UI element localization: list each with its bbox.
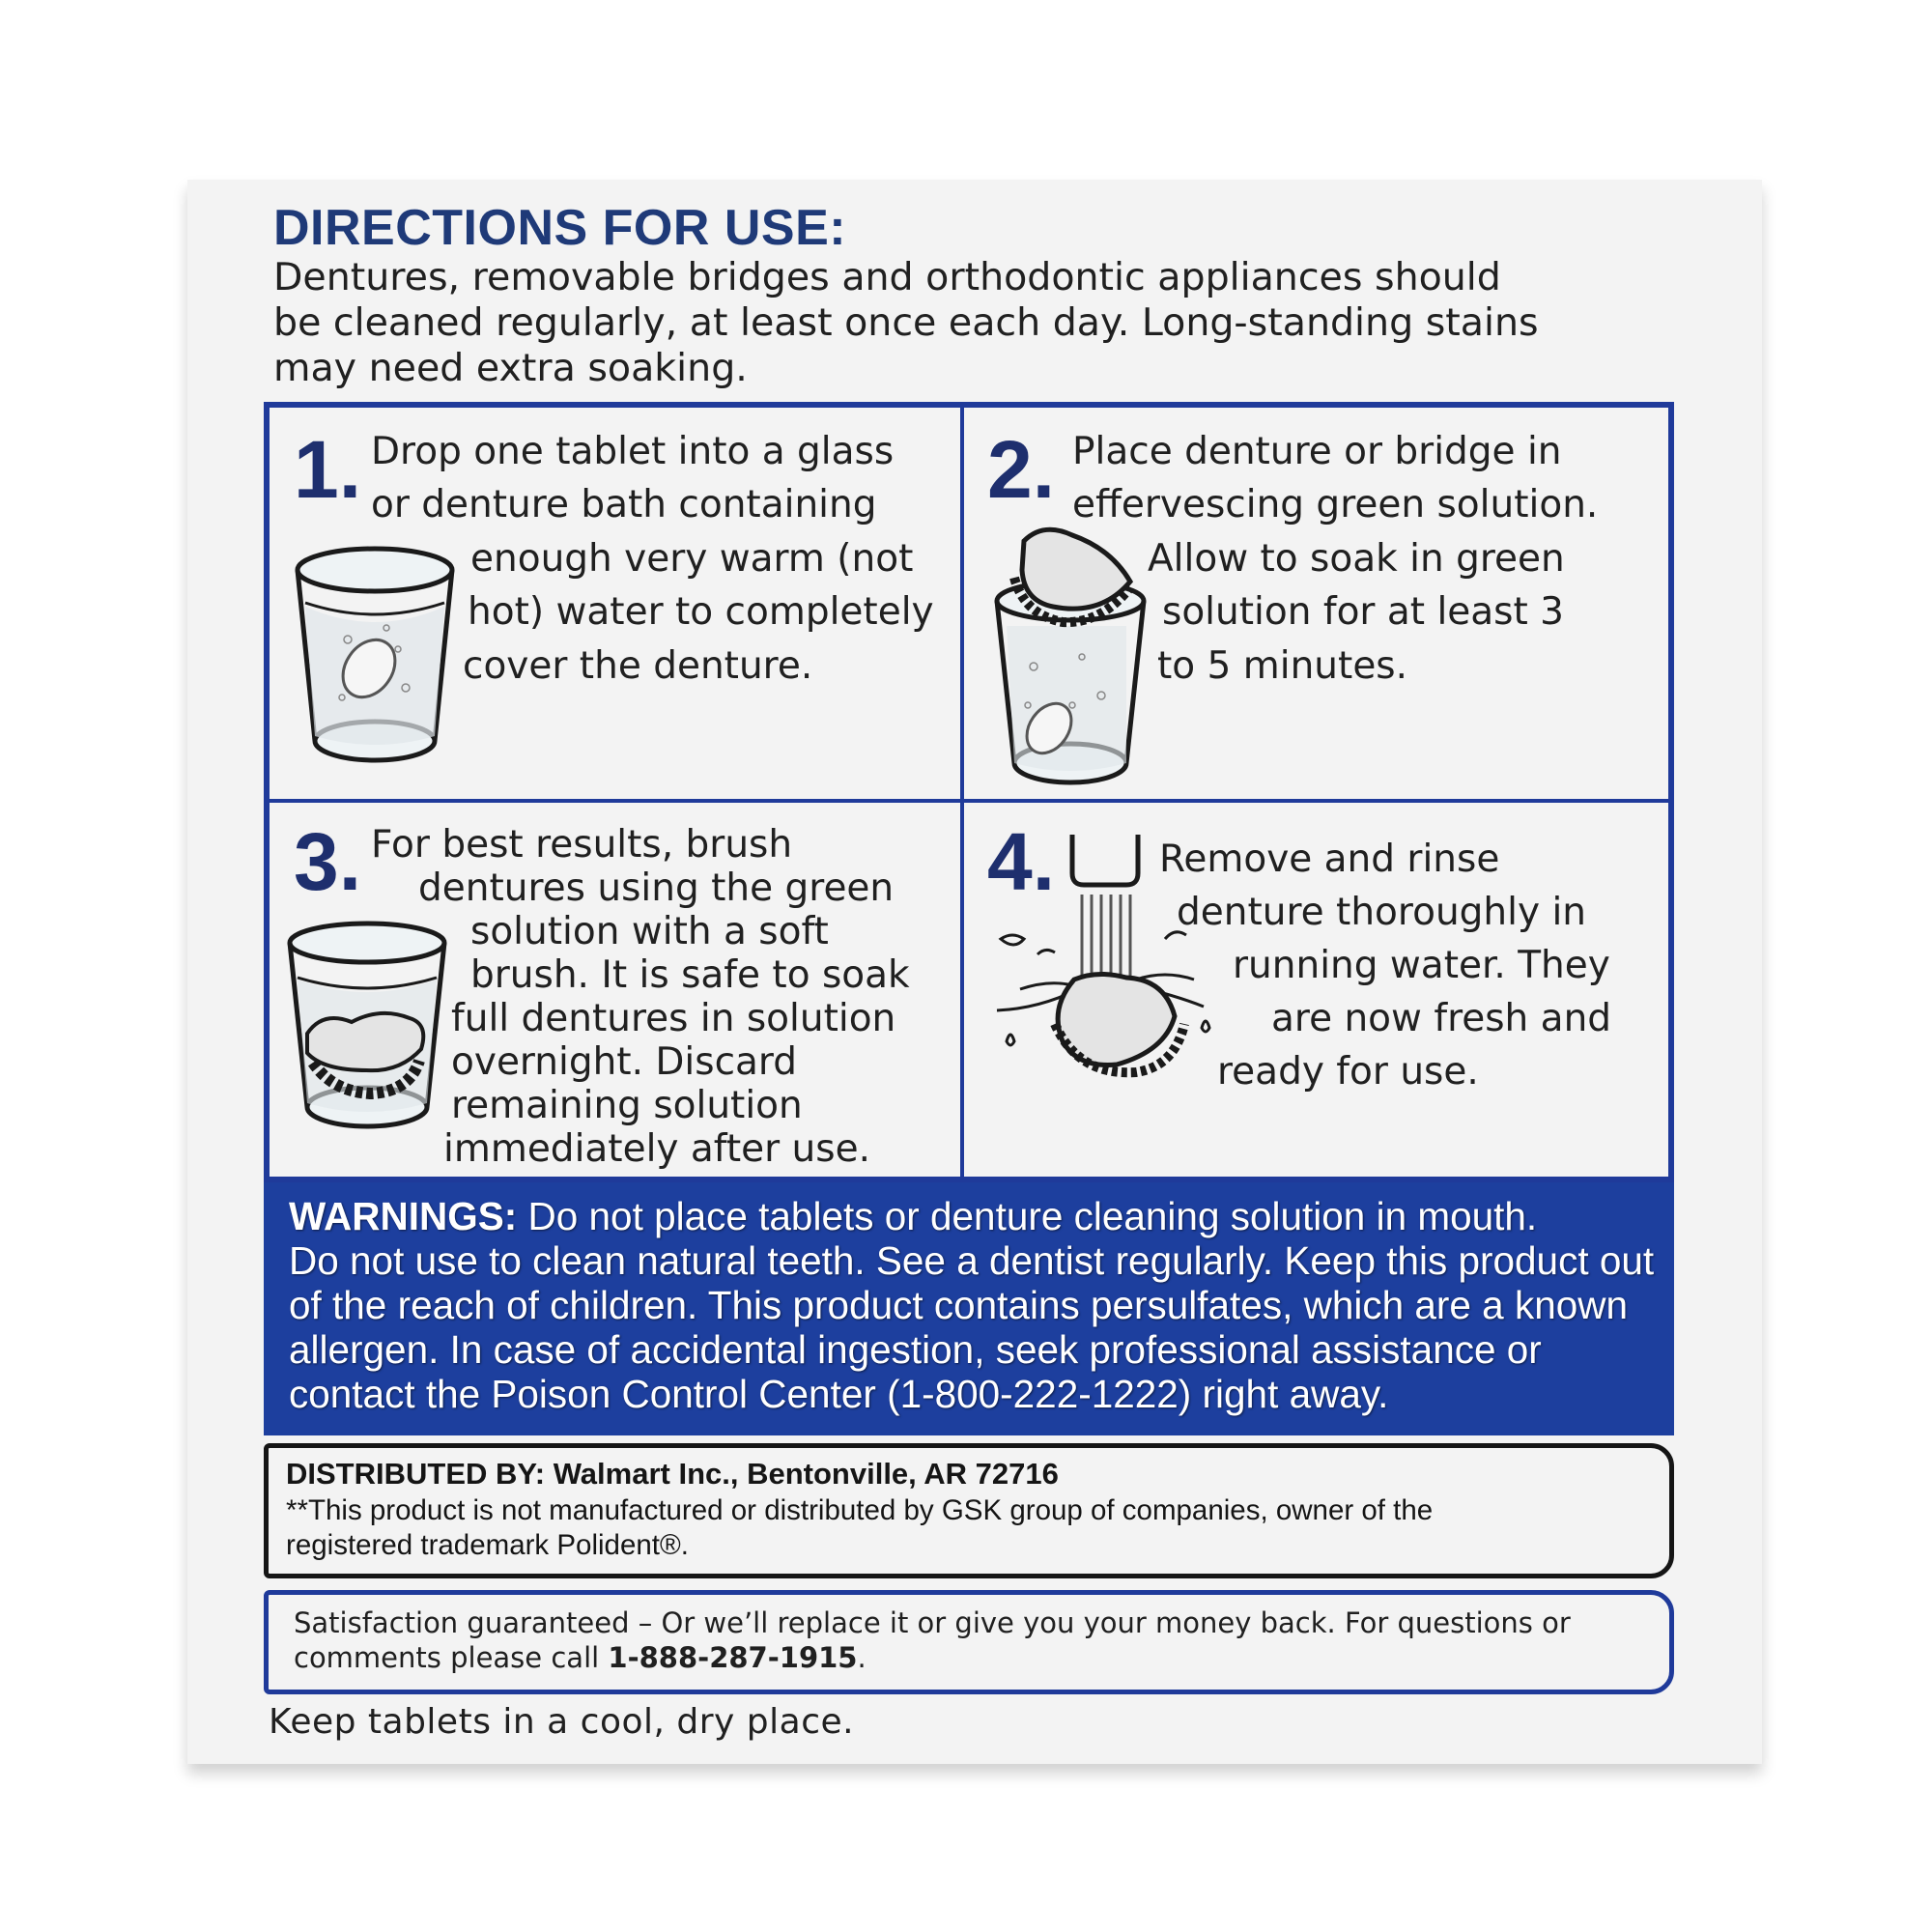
step-3-line: dentures using the green: [418, 867, 895, 910]
glass-with-tablet-icon: [290, 543, 460, 775]
warnings-label: WARNINGS:: [289, 1194, 518, 1238]
satisfaction-phone: 1-888-287-1915: [608, 1641, 858, 1674]
step-2-line: to 5 minutes.: [1157, 644, 1408, 688]
step-1-line: or denture bath containing: [371, 483, 877, 526]
step-3-number: 3.: [294, 816, 362, 907]
satisfaction-text: [294, 1605, 1656, 1675]
step-1-line: enough very warm (not: [470, 537, 914, 581]
step-1-line: Drop one tablet into a glass: [371, 430, 895, 473]
step-2-line: Allow to soak in green: [1148, 537, 1565, 581]
step-3-line: solution with a soft: [470, 910, 829, 953]
step-3-line: remaining solution: [451, 1084, 803, 1127]
denture-into-glass-icon: [985, 522, 1159, 792]
directions-intro: [273, 255, 1606, 391]
step-2-line: solution for at least 3: [1162, 590, 1564, 634]
warnings-line: Do not use to clean natural teeth. See a dentist regularly. Keep this product out: [289, 1238, 1655, 1283]
directions-heading: DIRECTIONS FOR USE:: [273, 200, 847, 256]
satisfaction-line: Satisfaction guaranteed – Or we’ll replace it or give you your money back. For questions or: [294, 1606, 1571, 1639]
warnings-text: [289, 1194, 1661, 1416]
warnings-line: allergen. In case of accidental ingestion, seek professional assistance or: [289, 1327, 1542, 1372]
step-1-line: hot) water to completely: [468, 590, 934, 634]
intro-line: be cleaned regularly, at least once each day. Long-standing stains: [273, 300, 1539, 345]
step-2-line: effervescing green solution.: [1072, 483, 1599, 526]
distributor-title: DISTRIBUTED BY: Walmart Inc., Bentonville, AR 72716: [286, 1457, 1059, 1491]
warnings-first-line: Do not place tablets or denture cleaning solution in mouth.: [517, 1194, 1538, 1238]
distributor-note: [286, 1493, 1658, 1563]
step-4-line: denture thoroughly in: [1177, 891, 1587, 934]
step-3-line: overnight. Discard: [451, 1040, 798, 1084]
warnings-line: contact the Poison Control Center (1-800-222-1222) right away.: [289, 1372, 1389, 1416]
satisfaction-line: [294, 1640, 1656, 1675]
grid-divider-vertical: [960, 408, 964, 1179]
step-3-line: For best results, brush: [371, 823, 793, 867]
step-4-number: 4.: [987, 816, 1056, 907]
distributor-note-line: registered trademark Polident®.: [286, 1529, 689, 1561]
step-4-line: running water. They: [1233, 944, 1610, 987]
step-2-line: Place denture or bridge in: [1072, 430, 1562, 473]
step-3-line: immediately after use.: [443, 1127, 870, 1171]
step-3-line: brush. It is safe to soak: [470, 953, 910, 997]
warnings-line: [289, 1194, 1661, 1238]
step-4-line: Remove and rinse: [1159, 838, 1500, 881]
intro-line: Dentures, removable bridges and orthodontic appliances should: [273, 255, 1501, 299]
faucet-rinse-denture-icon: [981, 835, 1223, 1086]
step-1-line: cover the denture.: [463, 644, 813, 688]
step-1-number: 1.: [294, 424, 362, 515]
intro-line: may need extra soaking.: [273, 346, 748, 390]
satisfaction-suffix: .: [857, 1641, 867, 1674]
warnings-line: of the reach of children. This product contains persulfates, which are a known: [289, 1283, 1629, 1327]
distributor-note-line: **This product is not manufactured or distributed by GSK group of companies, owner of the: [286, 1494, 1434, 1526]
step-3-line: full dentures in solution: [451, 997, 896, 1040]
grid-divider-horizontal: [270, 799, 1668, 803]
satisfaction-prefix: comments please call: [294, 1641, 609, 1674]
step-4-line: are now fresh and: [1271, 997, 1612, 1040]
denture-soaking-glass-icon: [284, 918, 450, 1136]
step-4-line: ready for use.: [1217, 1050, 1479, 1094]
storage-instruction: Keep tablets in a cool, dry place.: [269, 1702, 855, 1742]
step-2-number: 2.: [987, 424, 1056, 515]
